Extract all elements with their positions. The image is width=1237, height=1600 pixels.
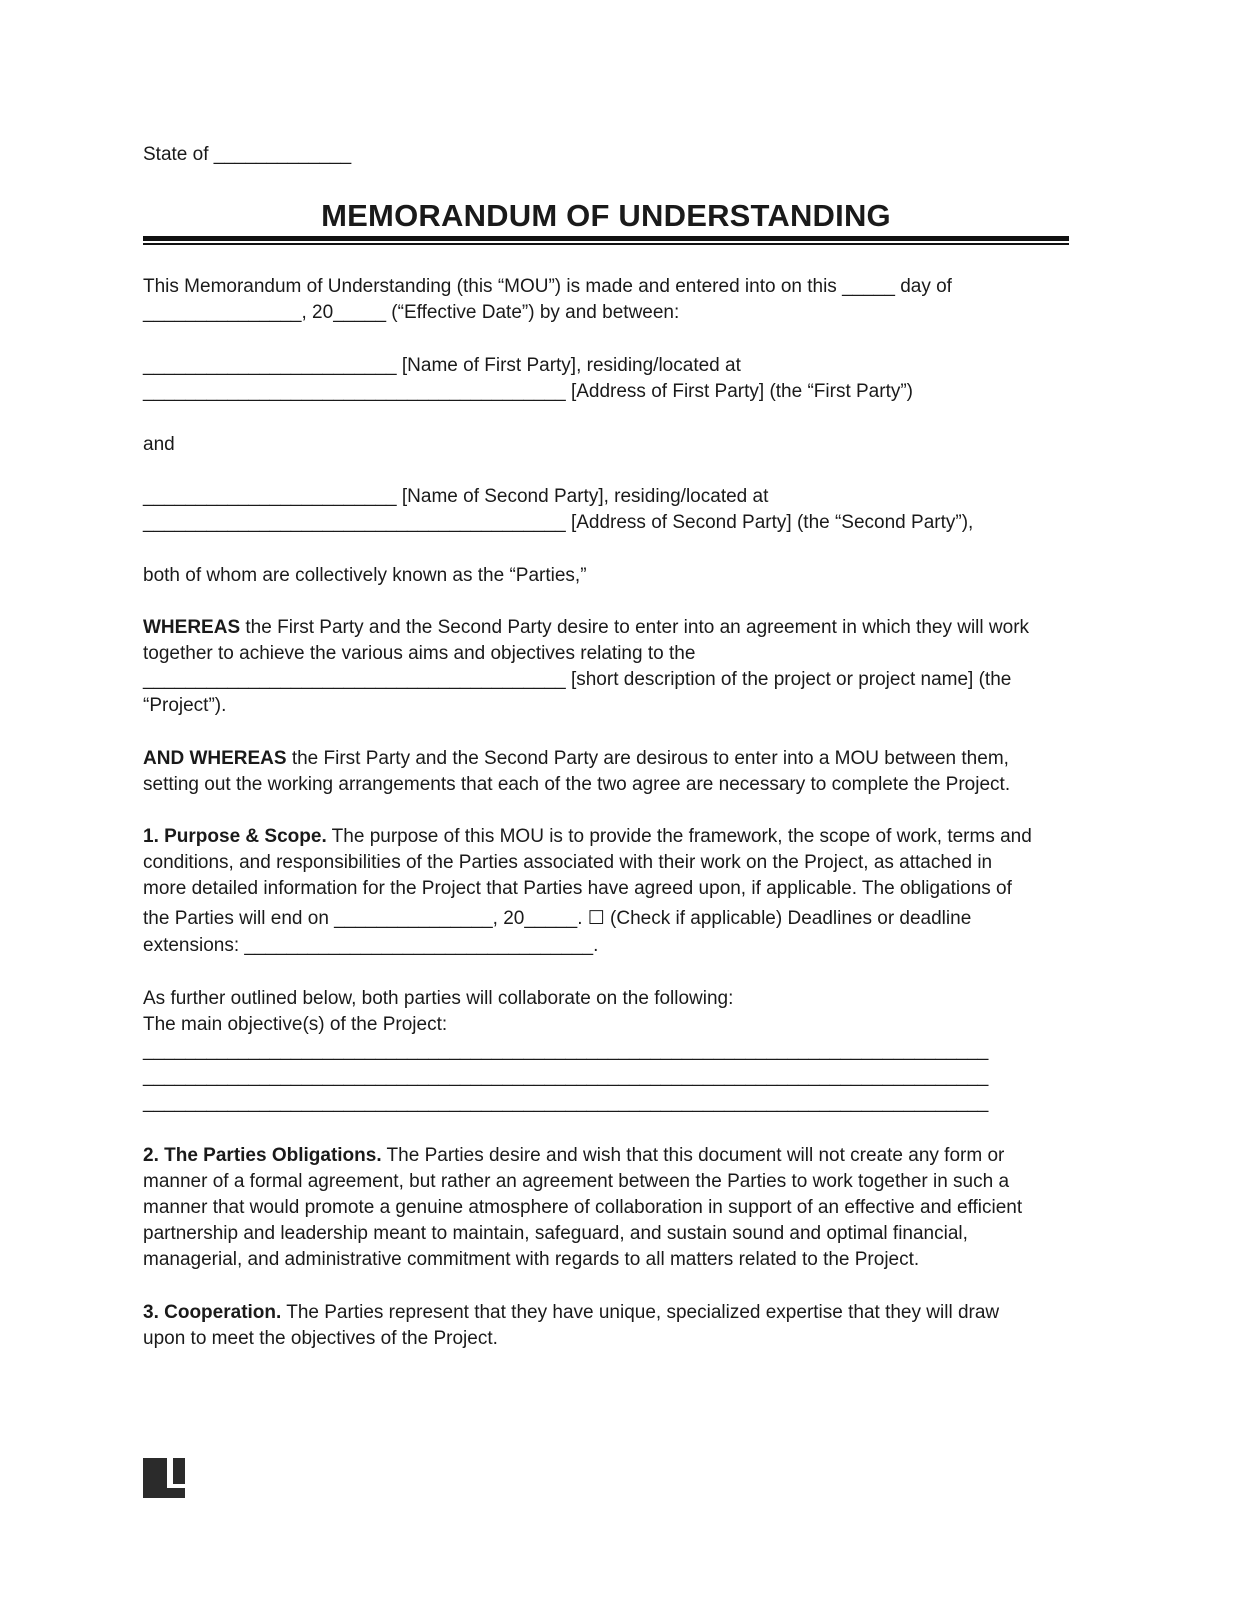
section2-line-2: manner of a formal agreement, but rather an agreement between the Parties to work together in such a (143, 1171, 1010, 1192)
whereas2-line-2: setting out the working arrangements that each of the two agree are necessary to complete the Project. (143, 774, 1011, 795)
section1-heading: 1. Purpose & Scope. (143, 826, 327, 847)
section3-heading: 3. Cooperation. (143, 1302, 282, 1323)
whereas1-line-4: “Project”). (143, 695, 227, 716)
first-party-name-line: ________________________ [Name of First Party], residing/located at (143, 355, 741, 376)
section1-line-1 (143, 824, 1032, 850)
and-text: and (143, 434, 175, 455)
second-party-address-line: ________________________________________ [Address of Second Party] (the “Second Party”), (143, 512, 974, 533)
state-line: State of _____________ (143, 144, 352, 165)
objective-blank-1: ________________________________________________________________________________ (143, 1040, 989, 1061)
section2-line-1 (143, 1143, 1004, 1169)
section3-line-2: upon to meet the objectives of the Project. (143, 1328, 498, 1349)
section3-line-1 (143, 1300, 999, 1326)
section2-heading: 2. The Parties Obligations. (143, 1145, 382, 1166)
first-party-address-line: ________________________________________ [Address of First Party] (the “First Party”) (143, 381, 914, 402)
section1-line-4: the Parties will end on _______________, 20_____. ☐ (Check if applicable) Deadlines or deadline (143, 908, 972, 929)
whereas1-line-3: ________________________________________ [short description of the project or project name] (the (143, 669, 1012, 690)
whereas1-text-1: the First Party and the Second Party desire to enter into an agreement in which they will work (240, 617, 1030, 638)
outline-line-1: As further outlined below, both parties will collaborate on the following: (143, 988, 734, 1009)
title-rule-thick (143, 236, 1069, 241)
objective-blank-2: ________________________________________________________________________________ (143, 1066, 989, 1087)
document-title: MEMORANDUM OF UNDERSTANDING (321, 198, 891, 233)
whereas1-lead: WHEREAS (143, 617, 241, 638)
section2-text-1: The Parties desire and wish that this document will not create any form or (381, 1145, 1005, 1166)
whereas2-lead: AND WHEREAS (143, 748, 287, 769)
second-party-name-line: ________________________ [Name of Second Party], residing/located at (143, 486, 769, 507)
whereas2-text-1: the First Party and the Second Party are desirous to enter into a MOU between them, (286, 748, 1009, 769)
section2-line-4: partnership and leadership meant to maintain, safeguard, and sustain sound and optimal financial, (143, 1223, 968, 1244)
section1-line-3: more detailed information for the Project that Parties have agreed upon, if applicable. The obligations of (143, 878, 1012, 899)
collectively-line: both of whom are collectively known as the “Parties,” (143, 565, 587, 586)
section3-text-1: The Parties represent that they have unique, specialized expertise that they will draw (281, 1302, 1000, 1323)
objective-blank-3: ________________________________________________________________________________ (143, 1092, 989, 1113)
whereas1-line-2: together to achieve the various aims and objectives relating to the (143, 643, 696, 664)
outline-line-2: The main objective(s) of the Project: (143, 1014, 448, 1035)
intro-line-1: This Memorandum of Understanding (this “MOU”) is made and entered into on this _____ day of (143, 276, 952, 297)
brand-logo-icon (143, 1458, 185, 1498)
whereas1-line-1 (143, 615, 1029, 641)
intro-line-2: _______________, 20_____ (“Effective Date”) by and between: (143, 302, 680, 323)
section2-line-5: managerial, and administrative commitment with regards to all matters related to the Project. (143, 1249, 920, 1270)
section1-line-2: conditions, and responsibilities of the Parties associated with their work on the Project, as attached in (143, 852, 993, 873)
section1-line-5: extensions: _________________________________. (143, 935, 599, 956)
section2-line-3: manner that would promote a genuine atmosphere of collaboration in support of an effective and efficient (143, 1197, 1023, 1218)
whereas2-line-1 (143, 746, 1009, 772)
title-rule-thin (143, 243, 1069, 245)
section1-text-1: The purpose of this MOU is to provide the framework, the scope of work, terms and (326, 826, 1032, 847)
